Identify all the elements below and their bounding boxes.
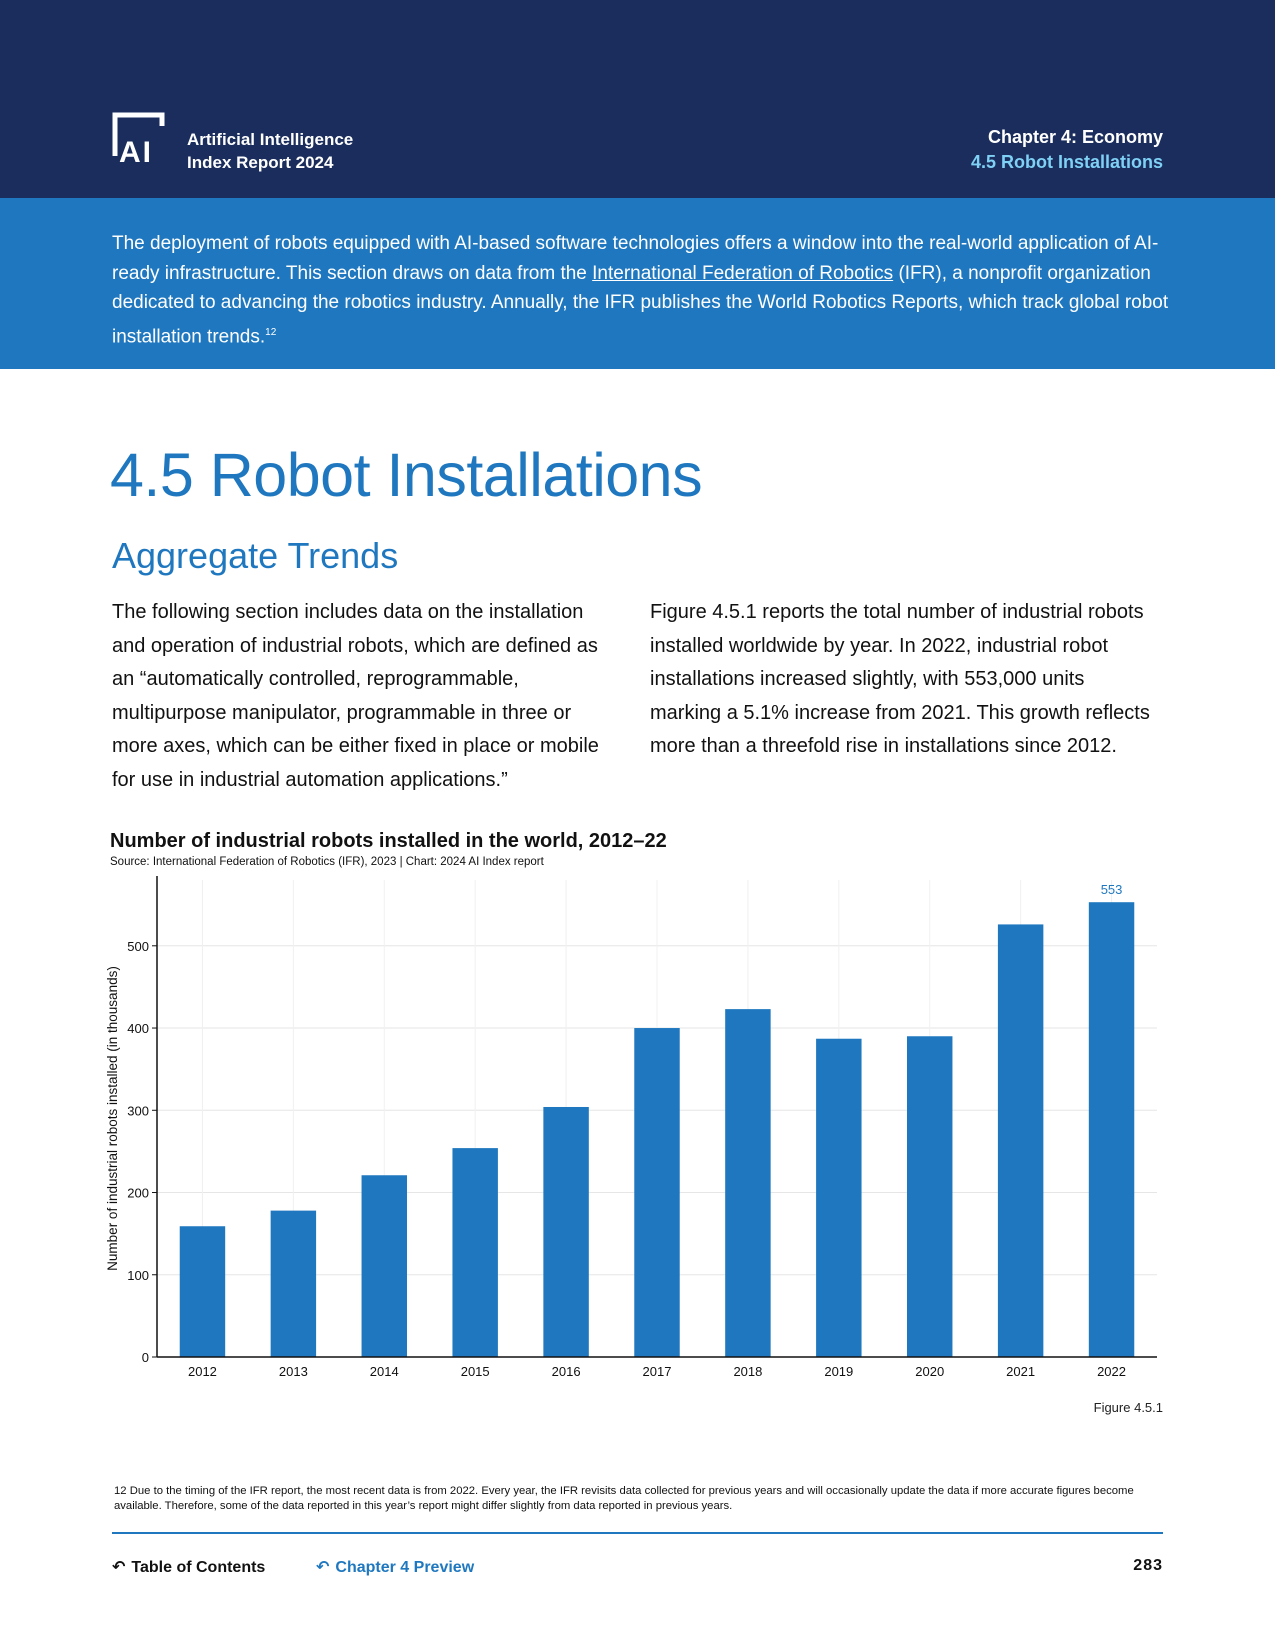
bar-2019 (816, 1039, 861, 1357)
chart-title: Number of industrial robots installed in the world, 2012–22 (110, 830, 667, 852)
bar-chart (100, 870, 1175, 1380)
bar-2018 (725, 1009, 770, 1357)
x-tick-label: 2014 (369, 1364, 399, 1379)
figure-label: Figure 4.5.1 (1093, 1400, 1163, 1415)
y-tick-label: 500 (127, 938, 149, 954)
ifr-link[interactable]: International Federation of Robotics (592, 262, 894, 284)
section-subtitle: Aggregate Trends (112, 535, 399, 576)
x-tick-label: 2013 (278, 1364, 308, 1379)
section-title: 4.5 Robot Installations (970, 152, 1163, 172)
chapter-preview-link[interactable] (316, 1557, 474, 1577)
logo-text: AI (119, 136, 153, 166)
table-of-contents-link[interactable] (112, 1557, 265, 1577)
brand-title (187, 128, 353, 174)
footnote: 12 Due to the timing of the IFR report, the most recent data is from 2022. Every year, the IFR revisits data collected for previous years and will occasionally update the data if more accurate figures become available. Therefore, some of the data reported in this year’s report might differ slightly from data reported in previous years. (114, 1485, 1134, 1512)
brand-line-1: Artificial Intelligence (187, 130, 354, 149)
y-tick-label: 0 (141, 1350, 149, 1365)
bar-2022 (1089, 902, 1134, 1357)
bar-2012 (180, 1226, 225, 1357)
chart-source: Source: International Federation of Robotics (IFR), 2023 | Chart: 2024 AI Index report (110, 856, 544, 868)
x-tick-label: 2016 (551, 1364, 581, 1379)
intro-text-before: The deployment of robots equipped with AI-based software technologies offers a window into the real-world application of AI-ready infrastructure. This section draws on data from the (112, 233, 1159, 284)
footnote-ref[interactable]: 12 (265, 326, 277, 338)
bar-2014 (362, 1175, 407, 1357)
right-paragraph: Figure 4.5.1 reports the total number of industrial robots installed worldwide by year. In 2022, industrial robot installations increased slightly, with 553,000 units marking a 5.1% increase from 2021. This growth reflects more than a threefold rise in installations since 2012. (650, 601, 1150, 757)
brand-line-2: Index Report 2024 (187, 153, 334, 172)
top-banner (0, 0, 1275, 198)
footer-divider (112, 1532, 1163, 1534)
data-label: 553 (1100, 882, 1123, 898)
y-tick-label: 200 (127, 1185, 149, 1201)
page-title: 4.5 Robot Installations (110, 441, 703, 509)
bar-2016 (543, 1107, 588, 1357)
y-tick-label: 300 (127, 1103, 149, 1119)
page-number: 283 (1133, 1557, 1163, 1574)
preview-label: Chapter 4 Preview (335, 1559, 475, 1576)
ai-index-logo (112, 112, 168, 166)
bar-2015 (452, 1148, 497, 1357)
bar-2020 (907, 1036, 952, 1357)
return-arrow-icon: ↶ (112, 1559, 126, 1576)
x-tick-label: 2021 (1006, 1364, 1036, 1379)
intro-paragraph (112, 229, 1172, 351)
chapter-title: Chapter 4: Economy (987, 127, 1163, 147)
chapter-heading (971, 125, 1163, 175)
x-tick-label: 2020 (915, 1364, 945, 1379)
toc-label: Table of Contents (131, 1559, 266, 1576)
x-tick-label: 2017 (642, 1364, 672, 1379)
y-tick-label: 100 (127, 1267, 149, 1283)
bar-2017 (634, 1028, 679, 1357)
x-tick-label: 2022 (1097, 1364, 1127, 1379)
y-axis-label: Number of industrial robots installed (in thousands) (105, 966, 120, 1271)
x-tick-label: 2012 (187, 1364, 217, 1379)
y-tick-label: 400 (127, 1021, 149, 1037)
bar-2013 (271, 1211, 316, 1357)
bar-2021 (998, 924, 1043, 1357)
x-tick-label: 2019 (824, 1364, 854, 1379)
return-arrow-icon: ↶ (316, 1559, 330, 1576)
x-tick-label: 2015 (460, 1364, 490, 1379)
intro-text-after: (IFR), a nonprofit organization dedicated to advancing the robotics industry. Annually, the IFR publishes the World Robotics Reports, which track global robot installation trends. (112, 262, 1169, 347)
left-paragraph: The following section includes data on the installation and operation of industrial robots, which are defined as an “automatically controlled, reprogrammable, multipurpose manipulator, programmable in three or more axes, which can be either fixed in place or mobile for use in industrial automation applications.” (112, 601, 599, 791)
x-tick-label: 2018 (733, 1364, 763, 1379)
